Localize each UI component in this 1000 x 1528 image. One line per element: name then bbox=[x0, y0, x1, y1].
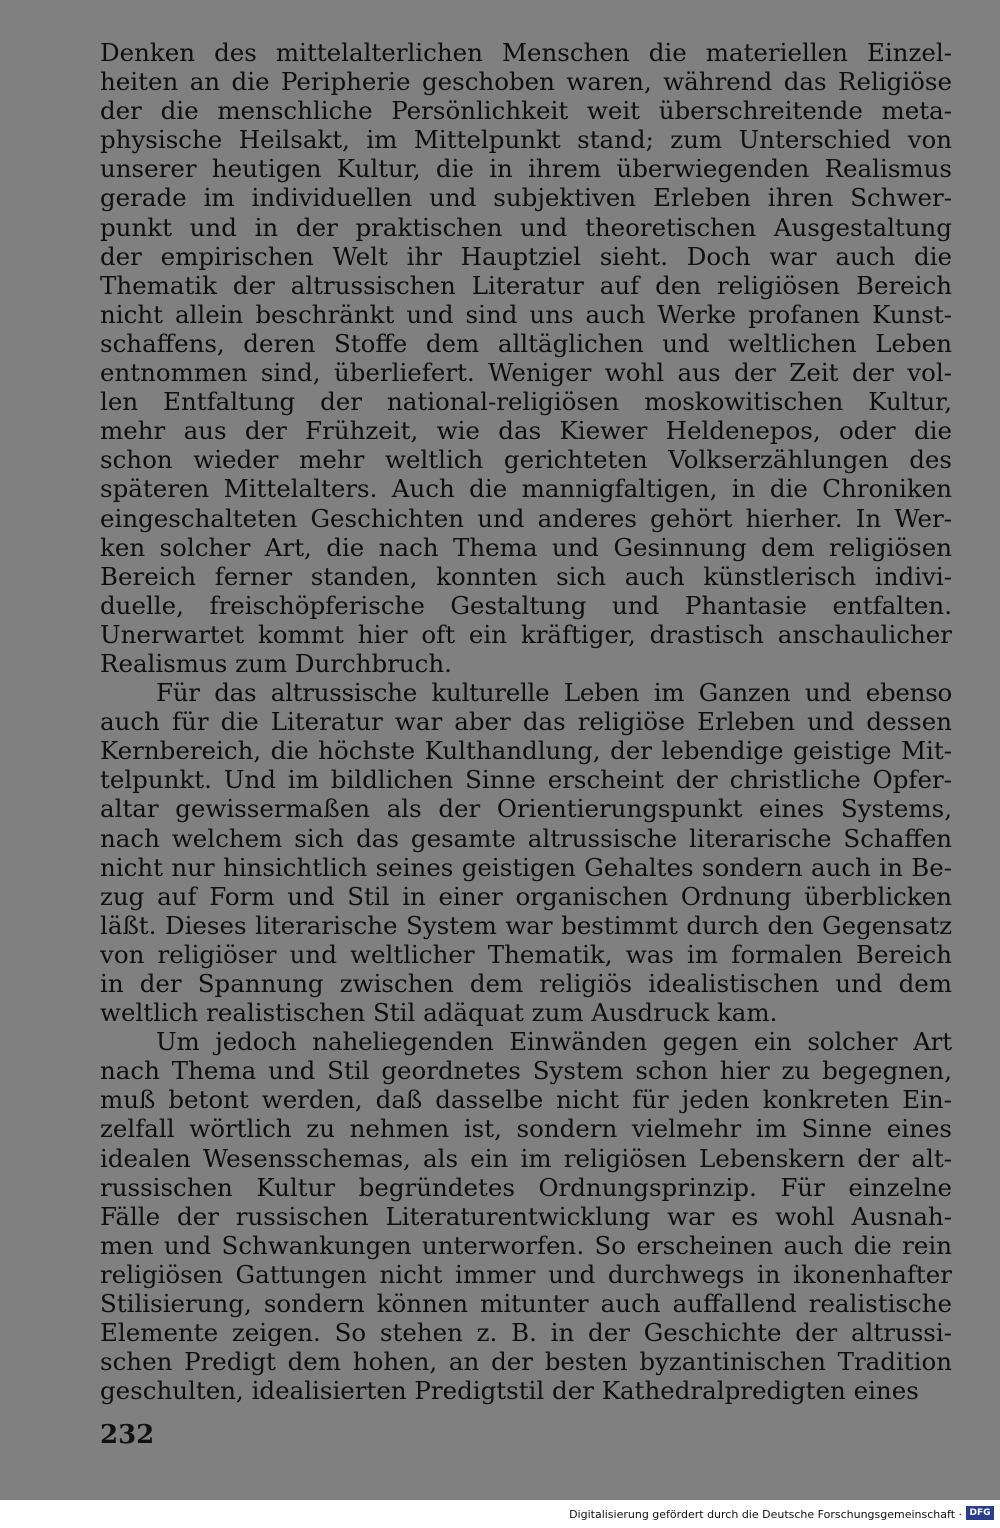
text-line: zug auf Form und Stil in einer organischen Ordnung überblicken bbox=[100, 881, 952, 911]
text-line: Um jedoch naheliegenden Einwänden gegen ein solcher Art bbox=[156, 1027, 952, 1057]
text-line: mehr aus der Frühzeit, wie das Kiewer Heldenepos, oder die bbox=[100, 416, 952, 446]
text-line: Fälle der russischen Literaturentwicklung war es wohl Ausnah- bbox=[100, 1201, 952, 1231]
text-line: punkt und in der praktischen und theoretischen Ausgestaltung bbox=[100, 212, 952, 242]
text-line: men und Schwankungen unterworfen. So erscheinen auch die rein bbox=[100, 1230, 952, 1260]
text-line: weltlich realistischen Stil adäquat zum Ausdruck kam. bbox=[100, 998, 778, 1028]
text-line: Elemente zeigen. So stehen z. B. in der Geschichte der altrussi- bbox=[100, 1318, 952, 1348]
text-line: telpunkt. Und im bildlichen Sinne erscheint der christliche Opfer- bbox=[100, 765, 952, 795]
text-line: altar gewissermaßen als der Orientierungspunkt eines Systems, bbox=[100, 794, 952, 824]
text-line: Unerwartet kommt hier oft ein kräftiger, drastisch anschaulicher bbox=[100, 619, 952, 649]
text-line: Stilisierung, sondern können mitunter auch auffallend realistische bbox=[100, 1289, 952, 1319]
footer-bar bbox=[0, 1500, 1000, 1528]
text-line: Denken des mittelalterlichen Menschen die materiellen Einzel- bbox=[100, 38, 952, 67]
text-line: heiten an die Peripherie geschoben waren, während das Religiöse bbox=[100, 67, 952, 97]
dfg-logo: DFG bbox=[966, 1506, 994, 1520]
text-line: schaffens, deren Stoffe dem alltäglichen und weltlichen Leben bbox=[100, 328, 952, 358]
text-line: läßt. Dieses literarische System war bestimmt durch den Gegensatz bbox=[100, 910, 952, 940]
text-line: der die menschliche Persönlichkeit weit überschreitende meta- bbox=[100, 96, 952, 126]
text-line: zelfall wörtlich zu nehmen ist, sondern vielmehr im Sinne eines bbox=[100, 1114, 952, 1144]
text-line: gerade im individuellen und subjektiven Erleben ihren Schwer- bbox=[100, 183, 952, 213]
text-line: entnommen sind, überliefert. Weniger wohl aus der Zeit der vol- bbox=[100, 358, 952, 388]
text-line: physische Heilsakt, im Mittelpunkt stand; zum Unterschied von bbox=[100, 125, 952, 155]
text-line: Bereich ferner standen, konnten sich auch künstlerisch indivi- bbox=[100, 561, 952, 591]
text-line: Kernbereich, die höchste Kulthandlung, der lebendige geistige Mit- bbox=[100, 736, 952, 766]
text-line: unserer heutigen Kultur, die in ihrem überwiegenden Realismus bbox=[100, 154, 952, 184]
text-line: in der Spannung zwischen dem religiös idealistischen und dem bbox=[100, 969, 952, 998]
text-line: nicht nur hinsichtlich seines geistigen Gehaltes sondern auch in Be- bbox=[100, 852, 952, 882]
text-line: nach Thema und Stil geordnetes System schon hier zu begegnen, bbox=[100, 1056, 952, 1086]
text-line: Thematik der altrussischen Literatur auf den religiösen Bereich bbox=[100, 270, 952, 300]
paragraph bbox=[100, 1027, 952, 1405]
paragraph bbox=[100, 678, 952, 1027]
text-line: idealen Wesensschemas, als ein im religiösen Lebenskern der alt- bbox=[100, 1143, 952, 1173]
text-line: religiösen Gattungen nicht immer und durchwegs in ikonenhafter bbox=[100, 1259, 952, 1289]
text-line: eingeschalteten Geschichten und anderes gehört hierher. In Wer- bbox=[100, 503, 952, 533]
text-line: späteren Mittelalters. Auch die mannigfaltigen, in die Chroniken bbox=[100, 474, 952, 504]
text-line: duelle, freischöpferische Gestaltung und Phantasie entfalten. bbox=[100, 590, 952, 620]
body-text bbox=[100, 38, 952, 1405]
text-line: Für das altrussische kulturelle Leben im Ganzen und ebenso bbox=[156, 678, 952, 708]
text-line: len Entfaltung der national-religiösen moskowitischen Kultur, bbox=[100, 387, 952, 417]
text-line: schon wieder mehr weltlich gerichteten Volkserzählungen des bbox=[100, 445, 952, 475]
paragraph bbox=[100, 38, 952, 678]
page-number: 232 bbox=[100, 1420, 155, 1450]
text-line: schen Predigt dem hohen, an der besten byzantinischen Tradition bbox=[100, 1347, 952, 1377]
text-line: von religiöser und weltlicher Thematik, was im formalen Bereich bbox=[100, 939, 952, 969]
text-line: muß betont werden, daß dasselbe nicht für jeden konkreten Ein- bbox=[100, 1085, 952, 1115]
text-line: geschulten, idealisierten Predigtstil der Kathedralpredigten eines bbox=[100, 1376, 919, 1406]
text-line: russischen Kultur begründetes Ordnungsprinzip. Für einzelne bbox=[100, 1172, 952, 1202]
text-line: der empirischen Welt ihr Hauptziel sieht. Doch war auch die bbox=[100, 241, 952, 271]
footer-credit: Digitalisierung gefördert durch die Deutsche Forschungsgemeinschaft · bbox=[569, 1508, 962, 1521]
text-line: auch für die Literatur war aber das religiöse Erleben und dessen bbox=[100, 707, 952, 737]
text-line: nach welchem sich das gesamte altrussische literarische Schaffen bbox=[100, 823, 952, 853]
text-line: Realismus zum Durchbruch. bbox=[100, 648, 452, 678]
text-line: ken solcher Art, die nach Thema und Gesinnung dem religiösen bbox=[100, 532, 952, 562]
text-line: nicht allein beschränkt und sind uns auch Werke profanen Kunst- bbox=[100, 299, 952, 329]
